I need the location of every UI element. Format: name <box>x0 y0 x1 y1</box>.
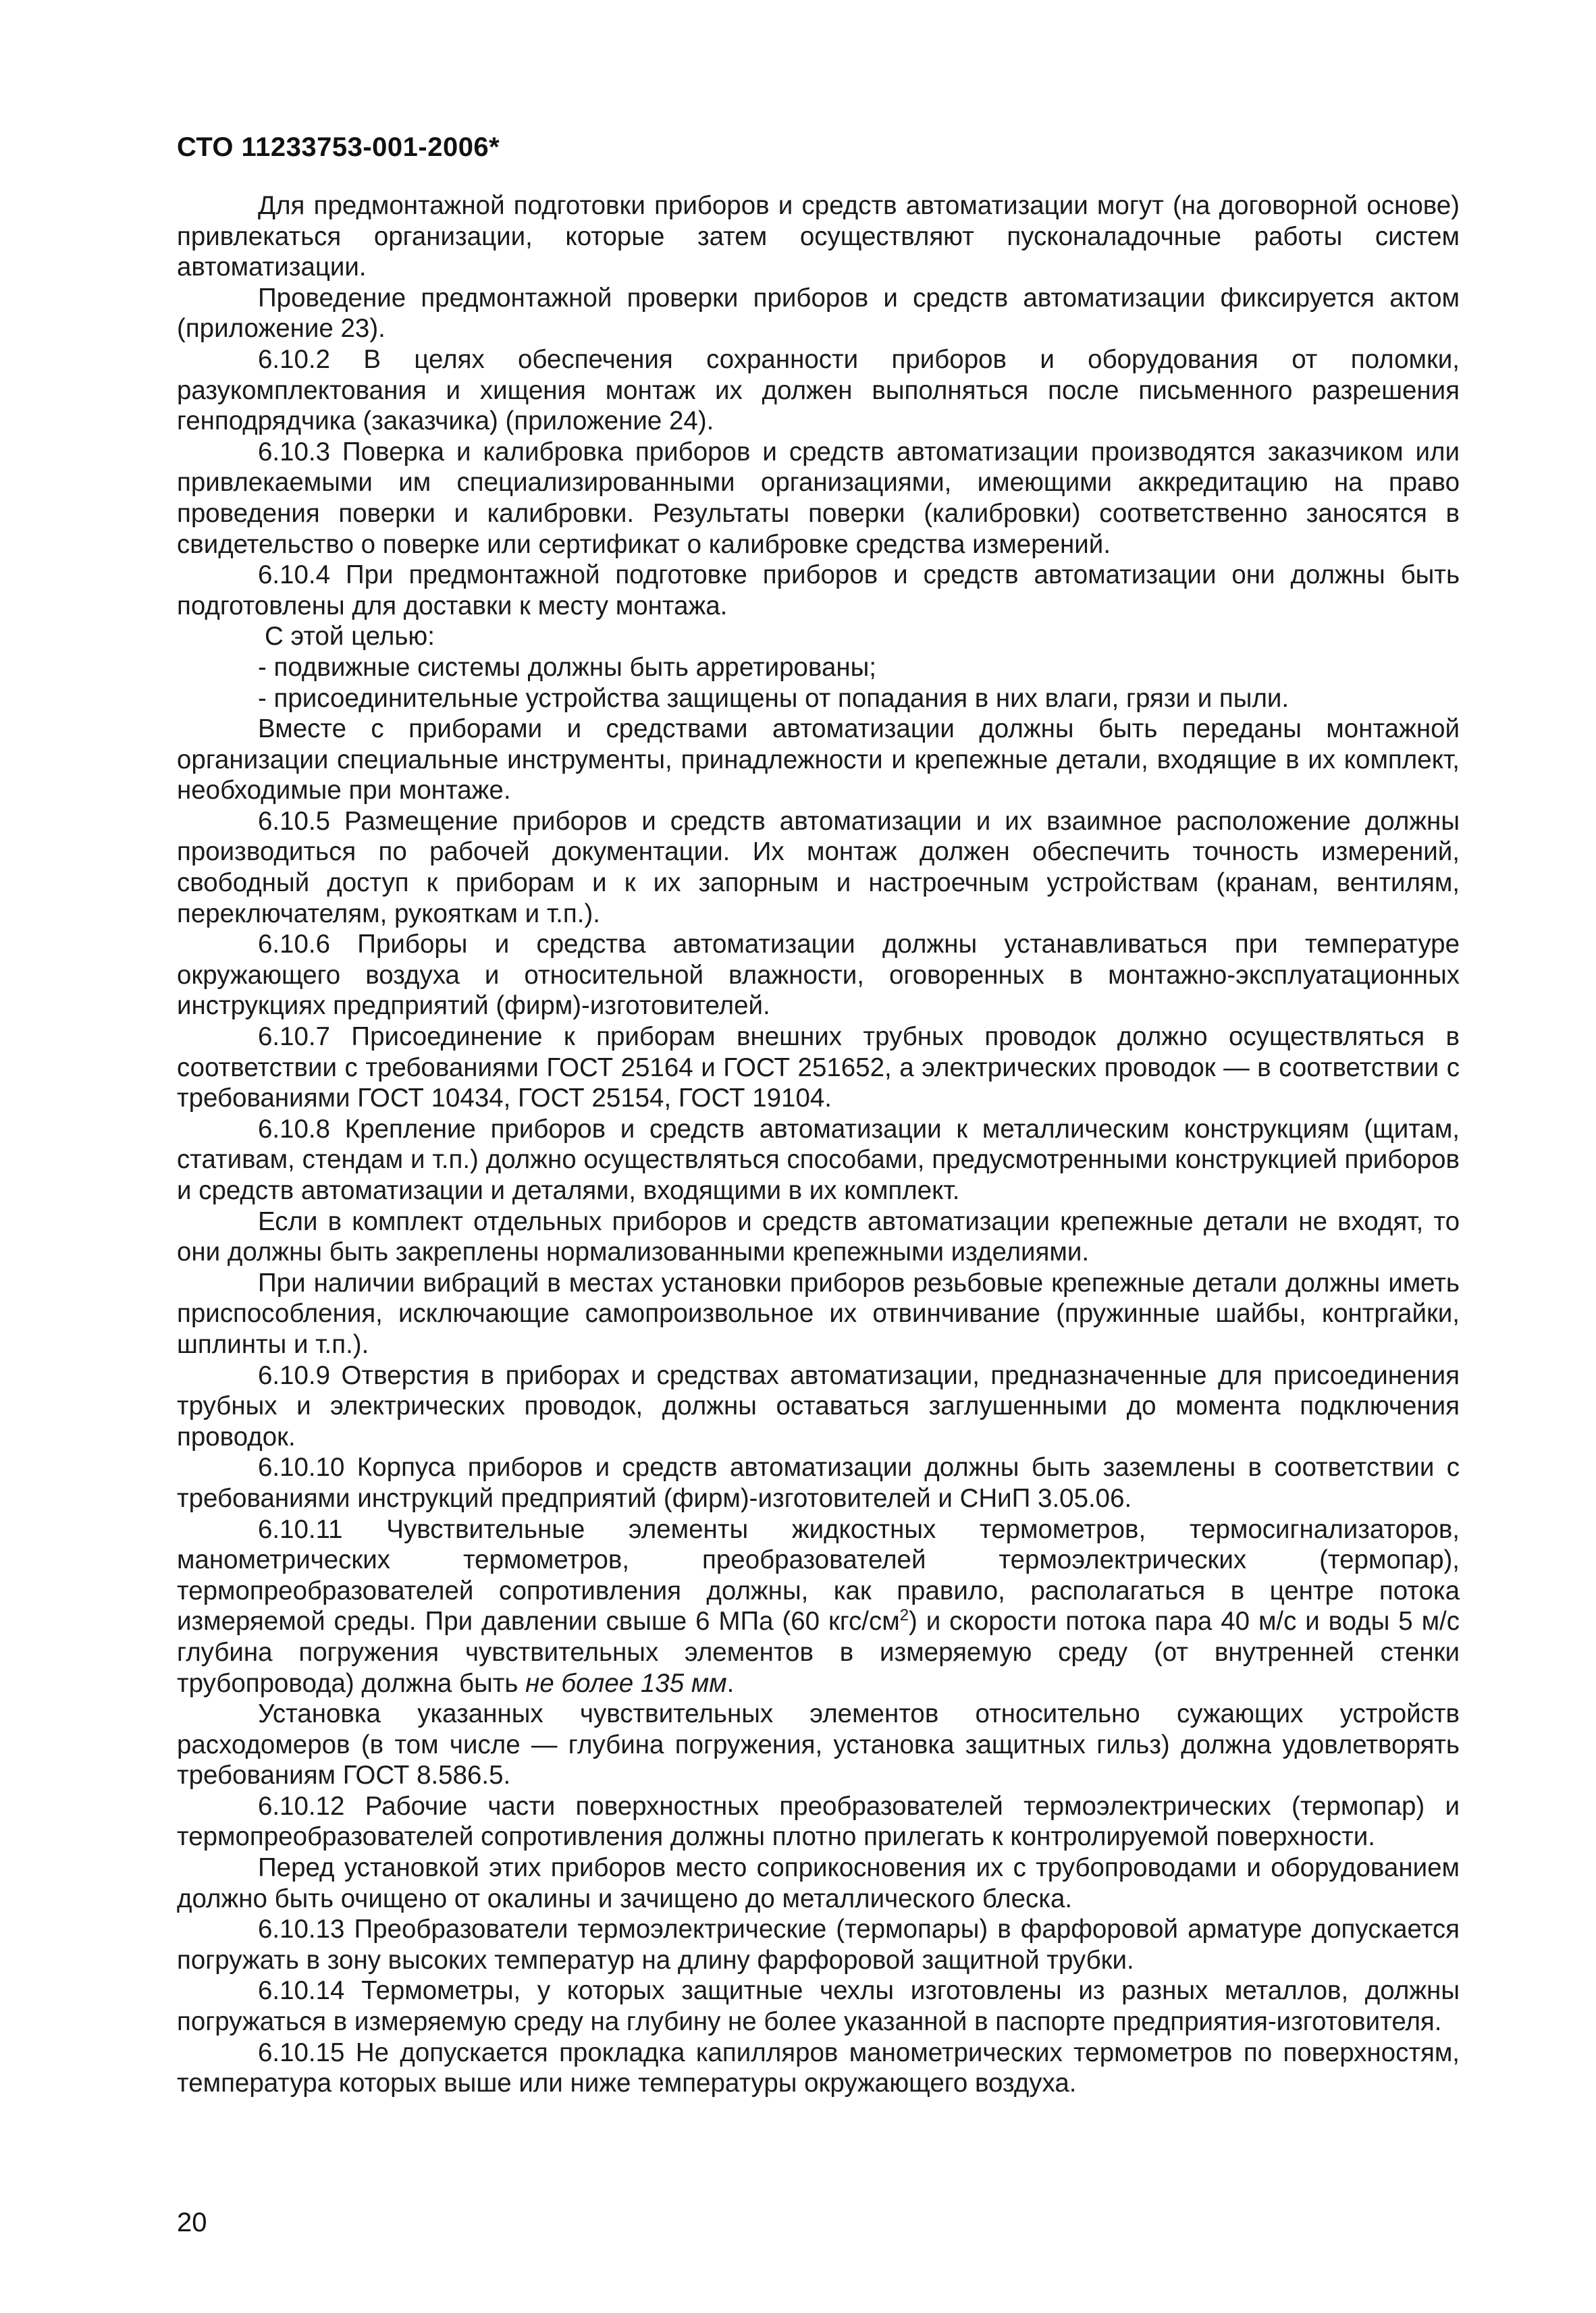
document-code-header: СТО 11233753-001-2006* <box>177 132 500 162</box>
paragraph-6-10-14: 6.10.14 Термометры, у которых защитные чехлы изготовлены из разных металлов, должны погружаться в измеряемую среду на глубину не более указанной в паспорте предприятия-изготовителя. <box>177 1976 1460 2037</box>
paragraph-6-10-13: 6.10.13 Преобразователи термоэлектрические (термопары) в фарфоровой арматуре допускается погружать в зону высоких температур на длину фарфоровой защитной трубки. <box>177 1915 1460 1975</box>
paragraph-6-10-11-end: . <box>726 1668 735 1698</box>
paragraph-6-10-11-italic-limit: не более 135 мм <box>525 1668 727 1698</box>
paragraph-fasteners-not-included: Если в комплект отдельных приборов и средств автоматизации крепежные детали не входят, то они должны быть закреплены нормализованными крепежными изделиями. <box>177 1206 1460 1267</box>
paragraph-6-10-3: 6.10.3 Поверка и калибровка приборов и средств автоматизации производятся заказчиком или привлекаемыми им специализированными организациями, имеющими аккредитацию на право проведения поверки и калибровки. Результаты поверки (калибровки) соответственно заносятся в свидетельство о поверке или сертификат о калибровке средства измерений. <box>177 437 1460 559</box>
paragraph-6-10-10: 6.10.10 Корпуса приборов и средств автоматизации должны быть заземлены в соответствии с требованиями инструкций предприятий (фирм)-изготовителей и СНиП 3.05.06. <box>177 1453 1460 1513</box>
paragraph-purpose: С этой целью: <box>265 622 435 652</box>
paragraph-pre-mount-act: Проведение предмонтажной проверки приборов и средств автоматизации фиксируется актом (приложение 23). <box>177 283 1460 344</box>
paragraph-6-10-2: 6.10.2 В целях обеспечения сохранности приборов и оборудования от поломки, разукомплектования и хищения монтаж их должен выполняться после письменного разрешения генподрядчика (заказчика) (приложение 24). <box>177 344 1460 436</box>
paragraph-6-10-11-text-a: 6.10.11 Чувствительные элементы жидкостных термометров, термосигнализаторов, манометрических термометров, преобразователей термоэлектрических (термопар), термопреобразователей сопротивления должны, как правило, располагаться в центре потока измеряемой среды. При давлении свыше 6 МПа (60 кгс/см <box>177 1514 1460 1637</box>
paragraph-pre-mount-organizations: Для предмонтажной подготовки приборов и средств автоматизации могут (на договорной основе) привлекаться организации, которые затем осуществляют пусконаладочные работы систем автоматизации. <box>177 191 1460 282</box>
superscript-squared: 2 <box>899 1606 909 1625</box>
paragraph-6-10-4: 6.10.4 При предмонтажной подготовке приборов и средств автоматизации они должны быть подготовлены для доставки к месту монтажа. <box>177 560 1460 620</box>
paragraph-surface-cleaning: Перед установкой этих приборов место соприкосновения их с трубопроводами и оборудованием должно быть очищено от окалины и зачищено до металлического блеска. <box>177 1853 1460 1913</box>
paragraph-6-10-11-text-b: ) и скорости потока пара 40 м/с и воды 5 м/с глубина погружения чувствительных элементов в измеряемую среду (от внутренней стенки трубопровода) должна быть <box>177 1607 1460 1698</box>
paragraph-6-10-7: 6.10.7 Присоединение к приборам внешних трубных проводок должно осуществляться в соответствии с требованиями ГОСТ 25164 и ГОСТ 251652, а электрических проводок — в соответствии с требованиями ГОСТ 10434, ГОСТ 25154, ГОСТ 19104. <box>177 1022 1460 1113</box>
page-number: 20 <box>177 2208 207 2237</box>
list-item-connection-devices: - присоединительные устройства защищены от попадания в них влаги, грязи и пыли. <box>258 683 1289 713</box>
paragraph-6-10-12: 6.10.12 Рабочие части поверхностных преобразователей термоэлектрических (термопар) и термопреобразователей сопротивления должны плотно прилегать к контролируемой поверхности. <box>177 1791 1460 1852</box>
paragraph-6-10-5: 6.10.5 Размещение приборов и средств автоматизации и их взаимное расположение должны производиться по рабочей документации. Их монтаж должен обеспечить точность измерений, свободный доступ к приборам и к их запорным и настроечным устройствам (кранам, вентилям, переключателям, рукояткам и т.п.). <box>177 806 1460 928</box>
paragraph-tools-transfer: Вместе с приборами и средствами автоматизации должны быть переданы монтажной организации специальные инструменты, принадлежности и крепежные детали, входящие в их комплект, необходимые при монтаже. <box>177 714 1460 805</box>
paragraph-vibration: При наличии вибраций в местах установки приборов резьбовые крепежные детали должны иметь приспособления, исключающие самопроизвольное их отвинчивание (пружинные шайбы, контргайки, шплинты и т.п.). <box>177 1268 1460 1359</box>
paragraph-6-10-15: 6.10.15 Не допускается прокладка капилляров манометрических термометров по поверхностям, температура которых выше или ниже температуры окружающего воздуха. <box>177 2038 1460 2098</box>
paragraph-6-10-6: 6.10.6 Приборы и средства автоматизации должны устанавливаться при температуре окружающего воздуха и относительной влажности, оговоренных в монтажно-эксплуатационных инструкциях предприятий (фирм)-изготовителей. <box>177 930 1460 1021</box>
document-body <box>177 190 1460 2099</box>
paragraph-6-10-11 <box>177 1514 1460 1699</box>
paragraph-flow-meters: Установка указанных чувствительных элементов относительно сужающих устройств расходомеров (в том числе — глубина погружения, установка защитных гильз) должна удовлетворять требованиям ГОСТ 8.586.5. <box>177 1699 1460 1790</box>
list-item-moving-systems: - подвижные системы должны быть арретированы; <box>258 652 876 682</box>
paragraph-6-10-8: 6.10.8 Крепление приборов и средств автоматизации к металлическим конструкциям (щитам, стативам, стендам и т.п.) должно осуществляться способами, предусмотренными конструкцией приборов и средств автоматизации и деталями, входящими в их комплект. <box>177 1114 1460 1205</box>
paragraph-6-10-9: 6.10.9 Отверстия в приборах и средствах автоматизации, предназначенные для присоединения трубных и электрических проводок, должны оставаться заглушенными до момента подключения проводок. <box>177 1360 1460 1452</box>
